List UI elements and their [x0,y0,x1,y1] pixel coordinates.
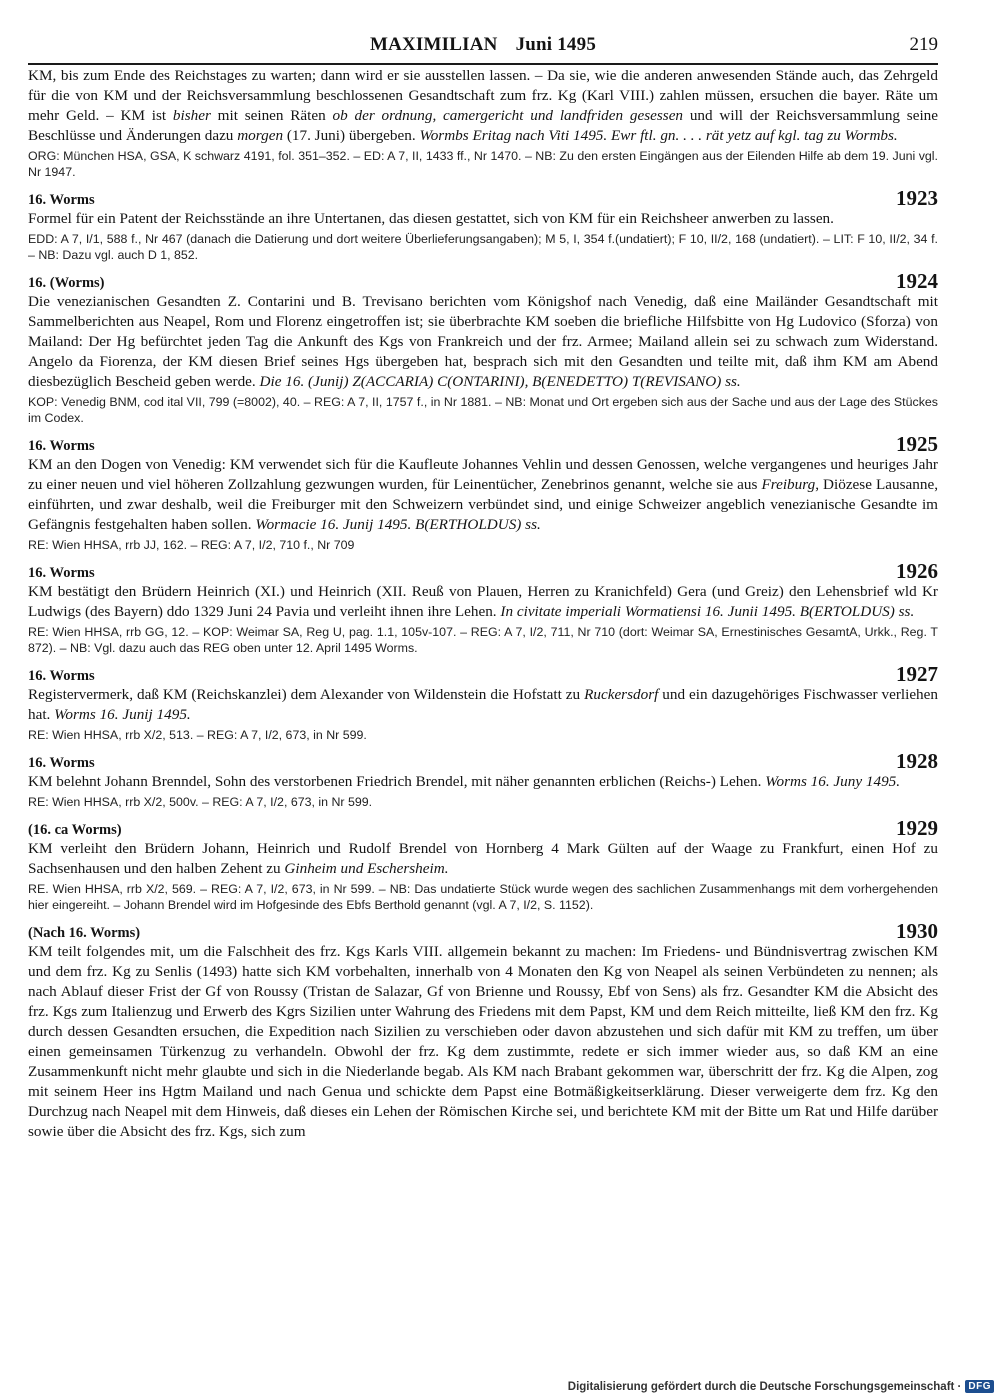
document-page [28,30,938,1142]
entry-heading [28,662,938,686]
text-run: KM bestätigt den Brüdern Heinrich (XI.) und Heinrich (XII. Reuß von Plauen, Herren zu Kranichfeld) Gera (und Greiz) den Lehensbrief wld Kr Ludwigs (des Bayern) ddo 1329 Juni 24 Pavia und verleiht ihnen ihre Lehen. [28,583,938,620]
entry-text [28,772,938,792]
text-run: Die venezianischen Gesandten Z. Contarini und B. Trevisano berichten vom Königshof nach Venedig, daß eine Mailänder Gesandtschaft mit Sammelberichten aus Neapel, Rom und Florenz eingetroffen ist; sie überbrachte KM soeben die briefliche Hilfsbitte von Hg Ludovico (Sforza) von Mailand: Der Hg befürchtet jeden Tag die Ankunft des Kgs von Frankreich und der frz. Armee; Mailand allein sei zu schwach zum Widerstand. Angelo da Fiorenza, der KM diesen Brief seines Hgs übergeben hat, besprach sich mit den Gesandten und teilte mit, daß ihm KM am Abend diesbezüglich Bescheid geben werde. [28,293,938,390]
entries-list [28,186,938,1142]
entry [28,559,938,656]
text-run: (17. Juni) übergeben. [283,127,420,144]
text-run: und will der Reichsversammlung seine Beschlüsse und Änderungen dazu [28,107,939,144]
entry-date: (Nach 16. Worms) [28,925,141,941]
entry [28,432,938,553]
entry [28,919,938,1142]
header-title: MAXIMILIAN [369,34,498,55]
entry-text [28,292,938,392]
entry-heading [28,269,938,293]
entry-text [28,209,938,229]
text-run: KM verleiht den Brüdern Johann, Heinrich und Rudolf Brendel von Hornberg 4 Mark Gülten auf der Waage zu Frankfurt, einen Hof zu Sachsenhausen und den halben Zehent zu [28,840,938,877]
entry-number: 1928 [896,749,938,773]
entry-note: RE: Wien HHSA, rrb X/2, 513. – REG: A 7, I/2, 673, in Nr 599. [28,728,367,742]
text-run: Formel für ein Patent der Reichsstände an ihre Untertanen, das diesen gestattet, sich von KM für ein Reichsheer anwerben zu lassen. [28,210,834,227]
entry-note: RE. Wien HHSA, rrb X/2, 569. – REG: A 7, I/2, 673, in Nr 599. – NB: Das undatierte Stück wurde wegen des sachlichen Zusammenhangs mit dem vorhergehenden hier eingereiht. – Johann Brendel wird im Hofgesinde des Ebfs Berthold genannt (vgl. A 7, I/2, S. 1152). [28,882,938,912]
entry-date: 16. (Worms) [28,275,105,291]
entry-heading [28,749,938,773]
entry-number: 1929 [896,816,938,840]
entry-note: RE: Wien HHSA, rrb GG, 12. – KOP: Weimar SA, Reg U, pag. 1.1, 105v-107. – REG: A 7, I/2, 711, Nr 710 (dort: Weimar SA, Ernestinisches GesamtA, Urkk., Reg. T 872). – NB: Vgl. dazu auch das REG oben unter 12. April 1495 Worms. [28,625,938,655]
entry-date: 16. Worms [28,565,95,581]
italic-text: morgen [237,127,284,144]
page-number: 219 [909,34,938,55]
italic-text: Ruckersdorf [584,686,659,703]
text-run: und ein dazugehöriges Fischwasser verliehen hat. [28,686,938,723]
entry-heading [28,816,938,840]
entry-text [28,685,938,725]
entry [28,816,938,913]
entry [28,749,938,810]
entry-note: RE: Wien HHSA, rrb JJ, 162. – REG: A 7, I/2, 710 f., Nr 709 [28,538,355,552]
italic-text: Worms 16. Juny 1495. [765,773,901,790]
continued-entry-note: ORG: München HSA, GSA, K schwarz 4191, fol. 351–352. – ED: A 7, II, 1433 ff., Nr 1470. – NB: Zu den ersten Eingängen aus der Eilenden Hilfe ab dem 19. Juni vgl. Nr 1947. [28,149,938,179]
text-run: mit seinen Räten [210,107,333,124]
entry-text [28,455,938,535]
entry-heading [28,919,938,943]
text-run: KM, bis zum Ende des Reichstages zu warten; dann wird er sie ausstellen lassen. – Da sie, wie die anderen anwesenden Stände auch, das Zehrgeld für die von KM und der Reichsversammlung beschlossenen Gesandtschaft zum frz. Kg (Karl VIII.) zahlen müssen, ersuchen die bayer. Räte um mehr Geld. – KM ist [28,67,938,124]
header-rule [28,63,938,65]
entry-text [28,942,938,1142]
entry-text [28,582,938,622]
italic-text: Die 16. (Junij) Z(ACCARIA) C(ONTARINI), B(ENEDETTO) T(REVISANO) ss. [259,373,741,390]
italic-text: Ginheim und Eschersheim. [284,860,449,877]
entry-heading [28,186,938,210]
header-subtitle: Juni 1495 [515,34,597,55]
continued-entry [28,66,938,180]
italic-text: Freiburg [761,476,816,493]
entry-date: 16. Worms [28,755,95,771]
footer-text: Digitalisierung gefördert durch die Deutsche Forschungsgemeinschaft · [567,1380,962,1393]
entry [28,269,938,426]
continued-entry-text [28,66,938,146]
italic-text: Wormbs Eritag nach Viti 1495. Ewr ftl. gn. . . . rät yetz auf kgl. tag zu Wormbs. [419,127,898,144]
dfg-logo: DFG [965,1380,994,1393]
entry-date: 16. Worms [28,668,95,684]
entry-number: 1923 [896,186,938,210]
entry [28,662,938,743]
entry-date: 16. Worms [28,438,95,454]
footer-credit [568,1380,994,1393]
entry-number: 1924 [896,269,938,293]
text-run: Registervermerk, daß KM (Reichskanzlei) dem Alexander von Wildenstein die Hofstatt zu [28,686,585,703]
italic-text: In civitate imperiali Wormatiensi 16. Junii 1495. B(ERTOLDUS) ss. [500,603,915,620]
entry-number: 1926 [896,559,938,583]
entry-note: EDD: A 7, I/1, 588 f., Nr 467 (danach die Datierung und dort weitere Überlieferungsangaben); M 5, I, 354 f.(undatiert); F 10, II/2, 168 (undatiert). – LIT: F 10, II/2, 34 f. – NB: Dazu vgl. auch D 1, 852. [28,232,938,262]
entry-note: KOP: Venedig BNM, cod ital VII, 799 (=8002), 40. – REG: A 7, II, 1757 f., in Nr 1881. – NB: Monat und Ort ergeben sich aus der Sache und aus der Lage des Stückes im Codex. [28,395,938,425]
entry [28,186,938,263]
entry-heading [28,559,938,583]
text-run: KM teilt folgendes mit, um die Falschheit des frz. Kgs Karls VIII. allgemein bekannt zu machen: Im Friedens- und Bündnisvertrag zwischen KM und dem frz. Kg zu Senlis (1493) hatte sich KM vorbehalten, innerhalb von 4 Monaten den Kg von Neapel als seinen Verbündeten zu nennen; als nach Ablauf dieser Frist der Gf von Roussy (Tristan de Salazar, Gf von Brienne und Roussy, Ebf von Sens) als frz. Gesandter KM die Absicht des frz. Kgs zum Italienzug und Erwerb des Kgrs Sizilien unter Wahrung des Friedens mit dem Papst, KM und dem Reich mitteilte, ließ KM den frz. Kg durch dessen Gesandten ersuchen, die Expedition nach Sizilien zu verschieben oder davon abzustehen und sich dafür mit KM zu treffen, um über einen gemeinsamen Türkenzug zu verhandeln. Obwohl der frz. Kg dem zustimmte, redete er sich immer wieder aus, so daß KM an eine Zusammenkunft nicht mehr glaubte und sich in die Niederlande begab. Als KM nach Brabant gekommen war, überschritt der frz. Kg die Alpen, zog mit seinem Heer ins Hgtm Mailand und nach Genua und schickte dem Papst eine Botmäßigkeitserklärung. Dieser verweigerte dem frz. Kg den Durchzug nach Neapel mit dem Hinweis, daß dieses ein Lehen der Römischen Kirche sei, und berichtete KM mit der Bitte um Rat und Hilfe darüber sowie über die Absicht des frz. Kgs, sich zum [28,943,938,1140]
italic-text: ob der ordnung, camergericht und landfriden gesessen [332,107,684,124]
entry-number: 1930 [896,919,938,943]
entry-number: 1925 [896,432,938,456]
entry-text [28,839,938,879]
entry-date: 16. Worms [28,192,95,208]
italic-text: bisher [172,107,211,124]
running-header [28,30,938,64]
entry-date: (16. ca Worms) [28,822,122,838]
text-run: , Diözese Lausanne, einführten, und zwar deshalb, weil die Freiburger mit den Schweizern verbündet sind, und einige Schweizer angeblich venezianische Gesandte im Gefängnis festgehalten haben sollen. [28,476,938,533]
text-run: KM an den Dogen von Venedig: KM verwendet sich für die Kaufleute Johannes Vehlin und dessen Genossen, welche vergangenes und heuriges Jahr zu einer neuen und viel höheren Zollzahlung gezwungen wurden, für Leinentücher, Zenebrinos genannt, welche sie aus [28,456,938,493]
italic-text: Worms 16. Junij 1495. [54,706,191,723]
text-run: KM belehnt Johann Brenndel, Sohn des verstorbenen Friedrich Brendel, mit näher genannten erblichen (Reichs-) Lehen. [28,773,766,790]
italic-text: Wormacie 16. Junij 1495. B(ERTHOLDUS) ss. [255,516,541,533]
entry-number: 1927 [896,662,938,686]
entry-heading [28,432,938,456]
header-title-block [28,34,938,56]
entry-note: RE: Wien HHSA, rrb X/2, 500v. – REG: A 7, I/2, 673, in Nr 599. [28,795,373,809]
